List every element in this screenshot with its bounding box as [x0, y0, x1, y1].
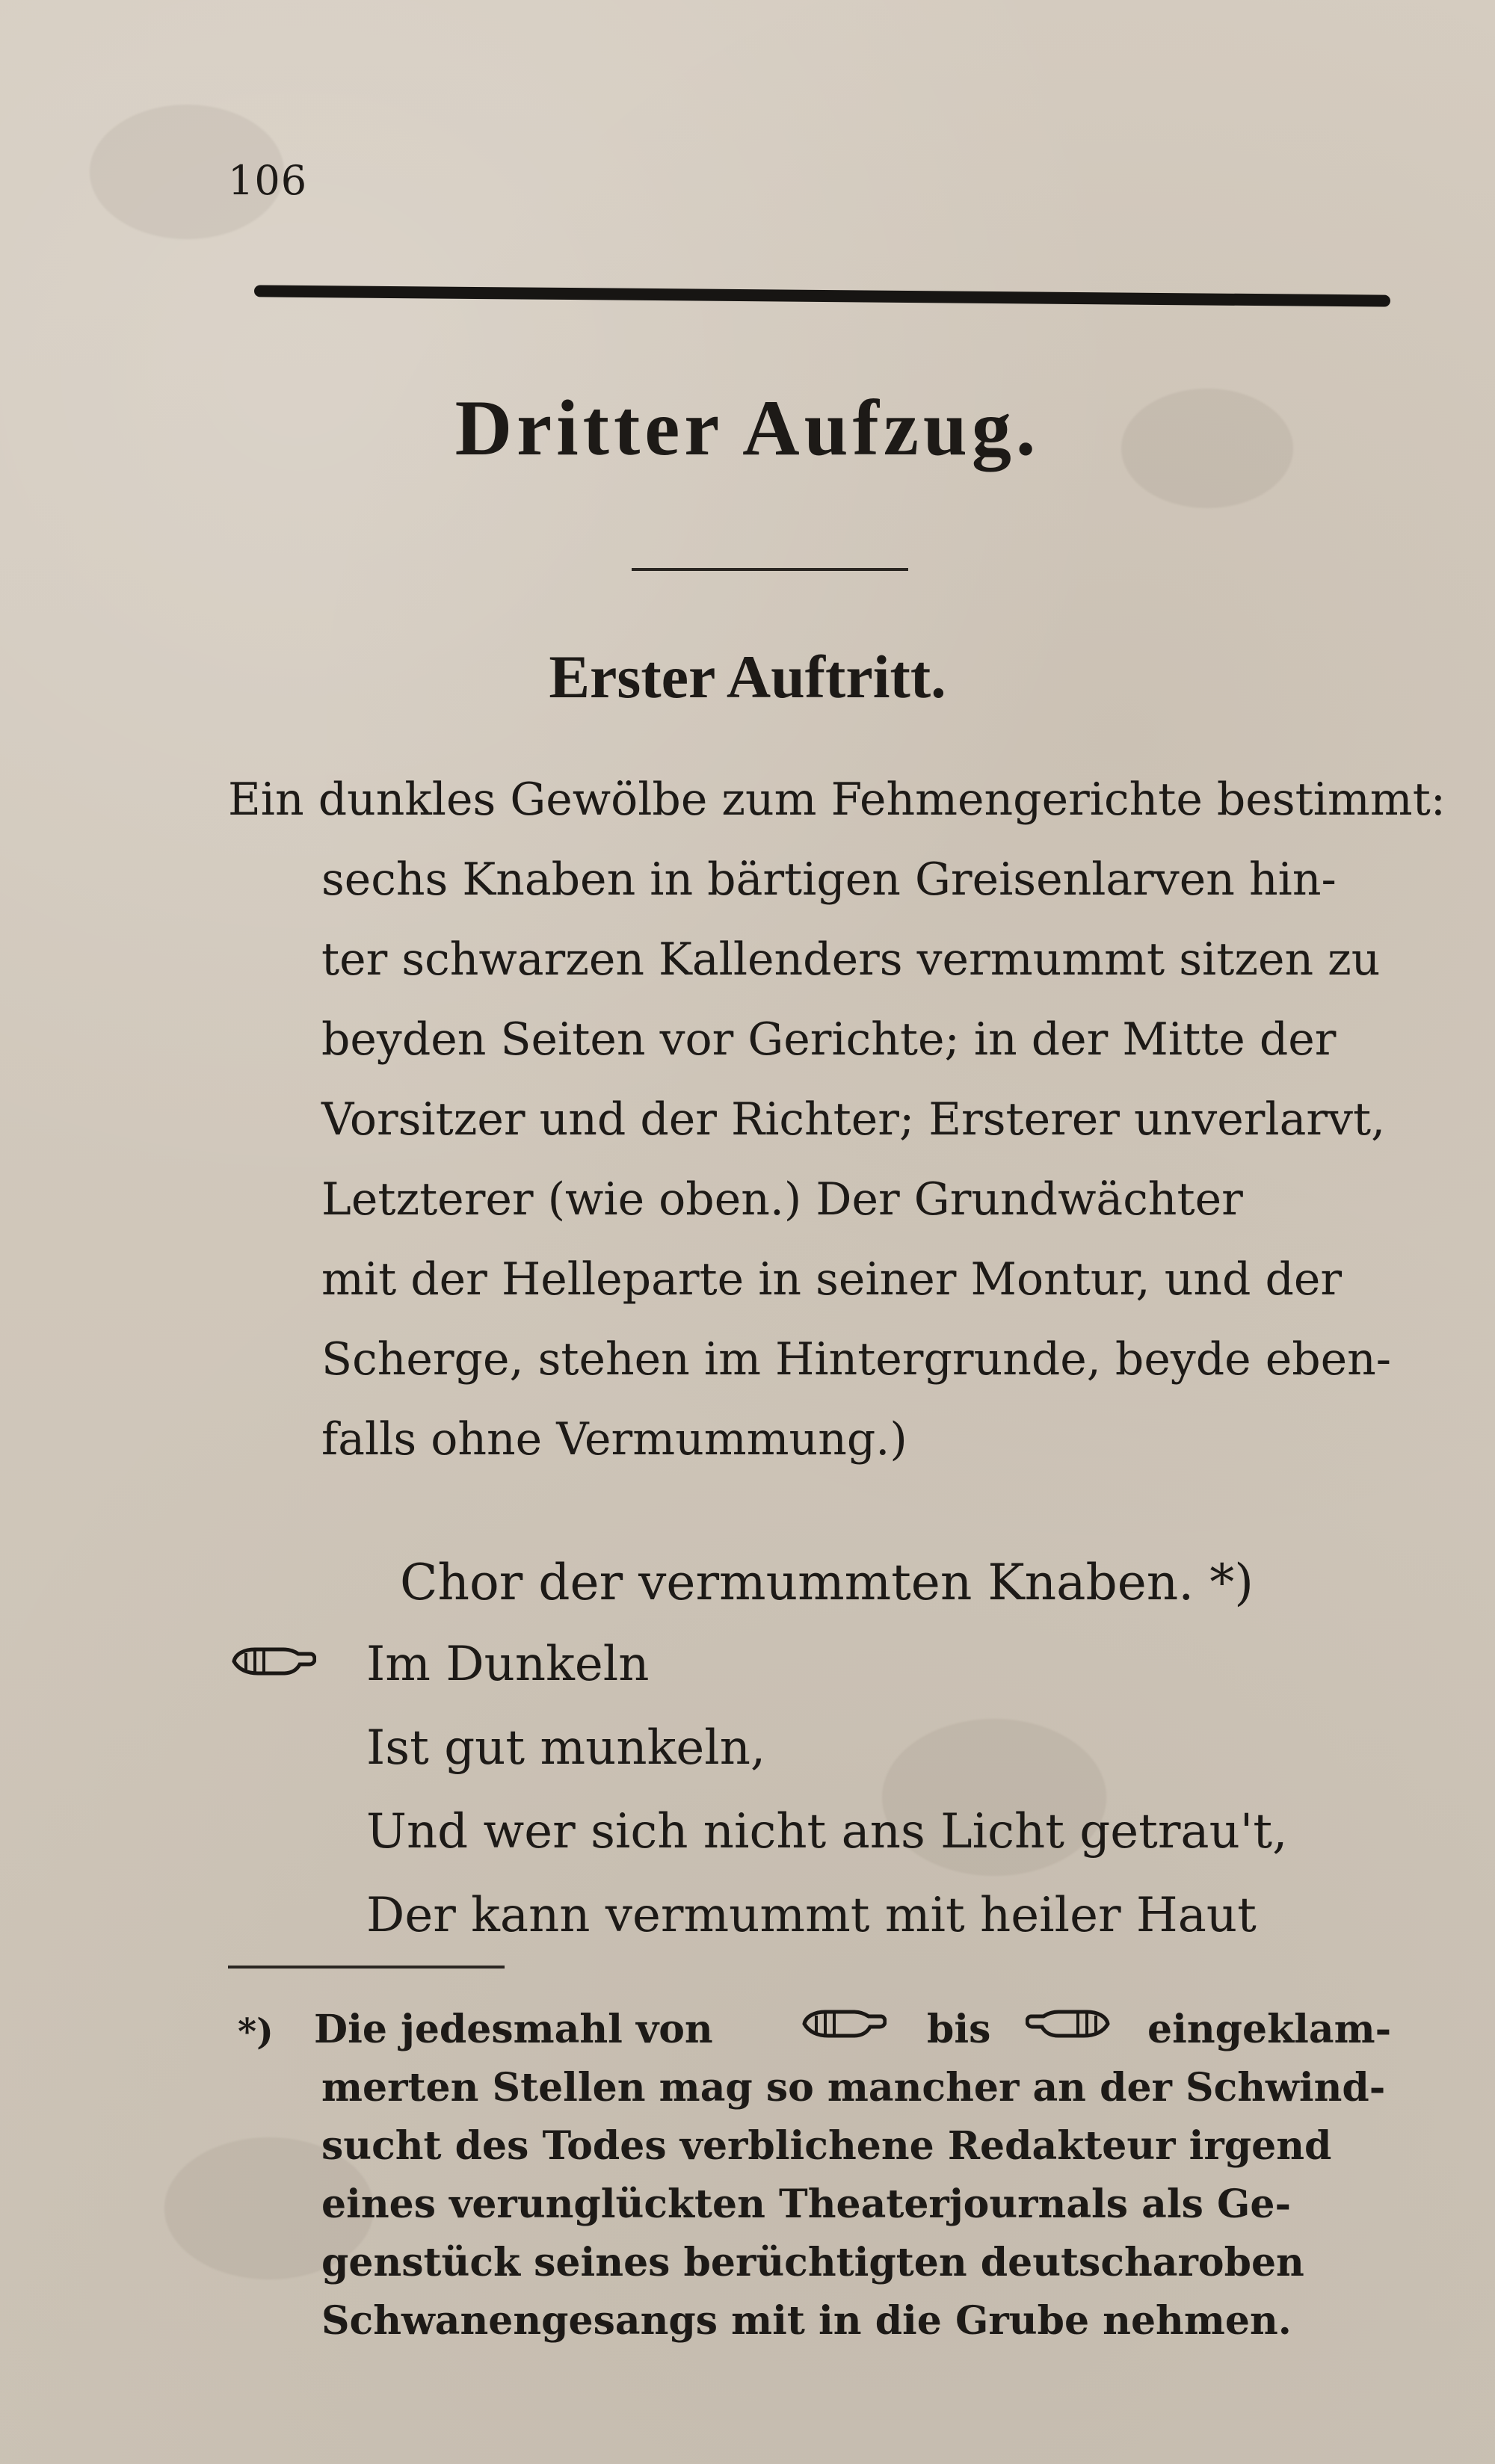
stage-direction-line-7: mit der Helleparte in seiner Montur, und der [321, 1253, 1343, 1306]
stage-direction-line-4: beyden Seiten vor Gerichte; in der Mitte der [321, 1013, 1337, 1066]
footnote-divider [228, 1966, 505, 1969]
pointing-hand-icon [228, 1640, 316, 1681]
right-bracket-hand-icon [1026, 2003, 1114, 2043]
footnote-line-4: eines verunglückten Theaterjournals als Ge- [321, 2182, 1292, 2227]
footnote-line-6: Schwanengesangs mit in die Grube nehmen. [321, 2298, 1292, 2344]
stage-direction-line-8: Scherge, stehen im Hintergrunde, beyde eben- [321, 1333, 1392, 1386]
verse-line-4: Der kann vermummt mit heiler Haut [366, 1888, 1257, 1943]
footnote-line-1-part-3: eingeklam- [1147, 2007, 1392, 2052]
verse-line-2: Ist gut munkeln, [366, 1720, 766, 1776]
stage-direction-line-6: Letzterer (wie oben.) Der Grundwächter [321, 1173, 1243, 1226]
stage-direction-line-3: ter schwarzen Kallenders vermummt sitzen zu [321, 933, 1381, 986]
chorus-heading: Chor der vermummten Knaben. *) [400, 1554, 1254, 1611]
footnote-marker: *) [238, 2011, 274, 2053]
verse-line-3: Und wer sich nicht ans Licht getrau't, [366, 1804, 1288, 1859]
verse-line-1: Im Dunkeln [366, 1637, 650, 1692]
top-rule [254, 285, 1390, 306]
scene-title: Erster Auftritt. [549, 643, 946, 711]
stage-direction-line-5: Vorsitzer und der Richter; Ersterer unverlarvt, [321, 1093, 1386, 1146]
footnote-line-3: sucht des Todes verblichene Redakteur irgend [321, 2123, 1332, 2169]
footnote-line-5: genstück seines berüchtigten deutscharoben [321, 2240, 1304, 2285]
footnote-line-1-part-1: Die jedesmahl von [314, 2007, 713, 2052]
title-divider [632, 568, 908, 571]
footnote-line-2: merten Stellen mag so mancher an der Schwind- [321, 2065, 1386, 2111]
footnote-line-1-part-2: bis [927, 2007, 991, 2052]
left-bracket-hand-icon [798, 2003, 887, 2043]
page-number: 106 [228, 157, 308, 204]
act-title: Dritter Aufzug. [454, 384, 1041, 472]
stage-direction-line-2: sechs Knaben in bärtigen Greisenlarven hin- [321, 853, 1337, 906]
stage-direction-line-9: falls ohne Vermummung.) [321, 1413, 907, 1466]
stage-direction-line-1: Ein dunkles Gewölbe zum Fehmengerichte bestimmt: [228, 774, 1446, 826]
